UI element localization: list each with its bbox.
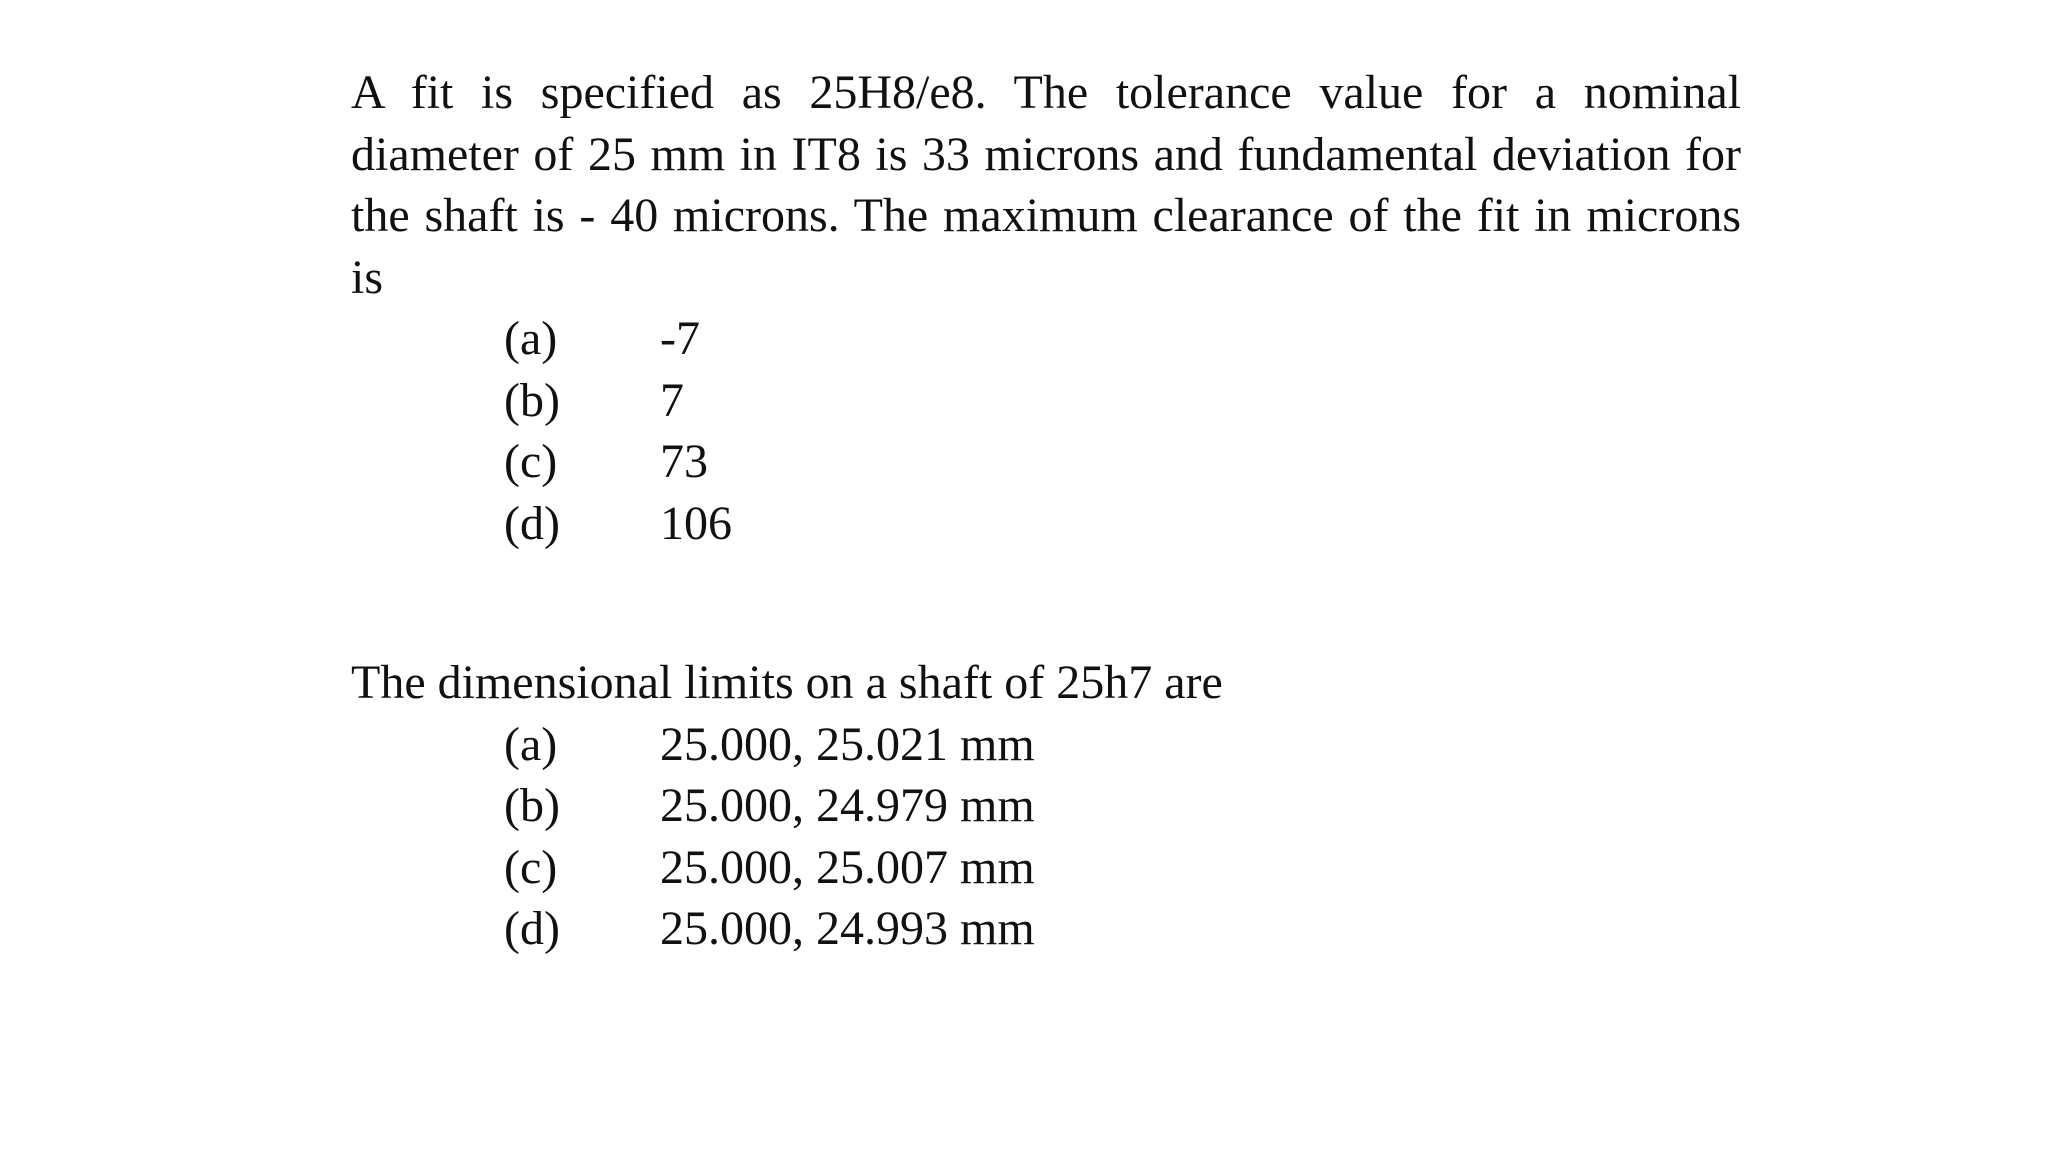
- option-value: 73: [660, 435, 708, 488]
- option-label: (d): [504, 496, 560, 550]
- option-value: 7: [660, 373, 684, 427]
- option-b: [351, 775, 1741, 837]
- option-c: [351, 837, 1741, 899]
- question-2: [351, 652, 1741, 960]
- option-label: (c): [504, 840, 558, 894]
- option-value: 25.000, 24.979 mm: [660, 779, 1035, 832]
- option-label: (b): [504, 779, 560, 832]
- option-a: [351, 714, 1741, 776]
- option-value: 25.000, 25.007 mm: [660, 840, 1035, 894]
- question-stem: A fit is specified as 25H8/e8. The tolerance value for a nominal diameter of 25 mm in IT8 is 33 microns and fundamental deviation for the shaft is - 40 microns. The maximum clearance of the fit in microns is: [351, 66, 1741, 304]
- option-value: -7: [660, 312, 700, 365]
- option-value: 25.000, 25.021 mm: [660, 717, 1035, 771]
- option-b: [351, 370, 1741, 432]
- option-label: (a): [504, 717, 558, 771]
- question-stem: The dimensional limits on a shaft of 25h7 are: [351, 656, 1223, 709]
- option-d: [351, 493, 1741, 555]
- option-list: [351, 714, 1741, 960]
- option-list: [351, 308, 1741, 554]
- option-a: [351, 308, 1741, 370]
- option-label: (b): [504, 373, 560, 427]
- option-value: 25.000, 24.993 mm: [660, 902, 1035, 955]
- option-label: (d): [504, 902, 560, 955]
- option-value: 106: [660, 496, 732, 550]
- option-label: (a): [504, 312, 558, 365]
- option-c: [351, 431, 1741, 493]
- option-d: [351, 898, 1741, 960]
- option-label: (c): [504, 435, 558, 488]
- question-1: [351, 62, 1741, 554]
